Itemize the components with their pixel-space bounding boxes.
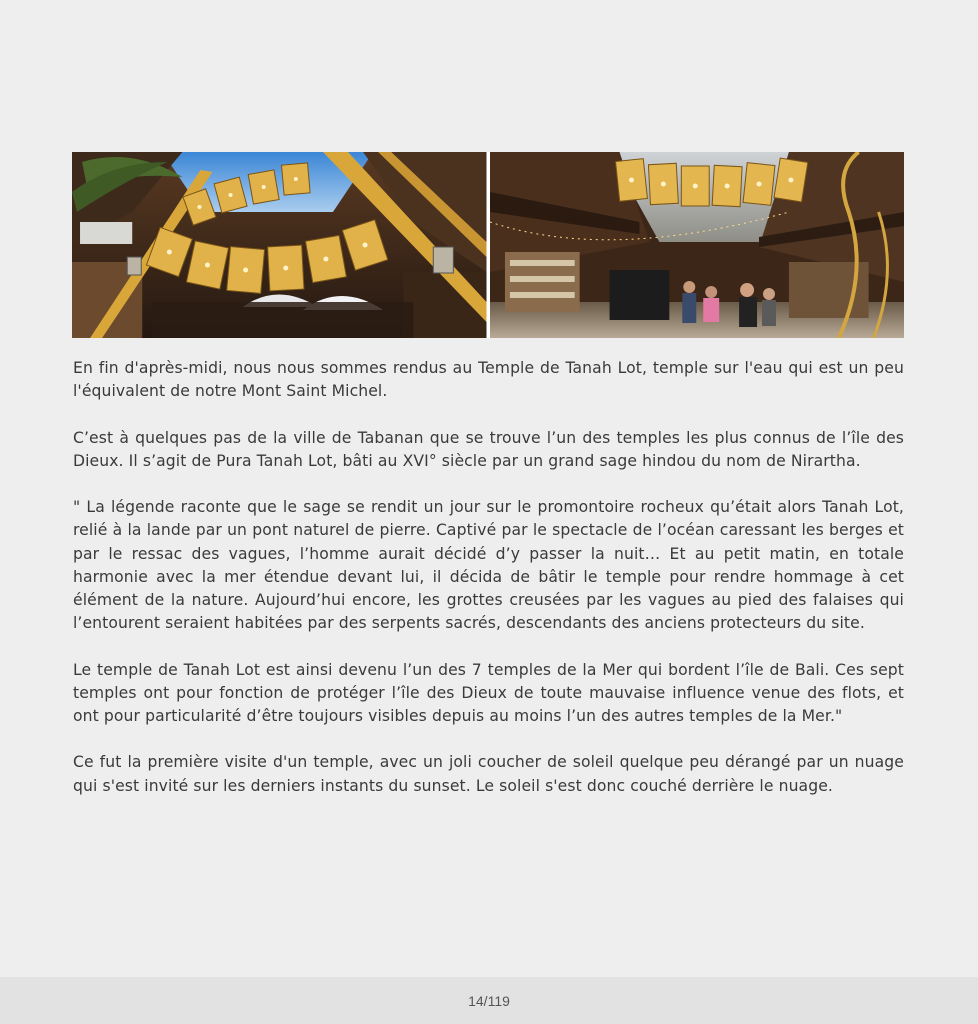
paragraph: Le temple de Tanah Lot est ainsi devenu l’un des 7 temples de la Mer qui bordent l’île de Bali. Ces sept temples ont pour fonction de protéger l’île des Dieux de toute mauvaise influence venue des flots, et ont pour particularité d’être toujours visibles depuis au moins l’un des autres temples de la Mer." <box>73 660 904 725</box>
paragraph: C’est à quelques pas de la ville de Tabanan que se trouve l’un des temples les plus connus de l’île des Dieux. Il s’agit de Pura Tanah Lot, bâti au XVI° siècle par un grand sage hindou du nom de Nirartha. <box>73 428 904 470</box>
love-anchor-photo <box>72 152 487 338</box>
photo-strip <box>72 152 904 338</box>
paragraph: Ce fut la première visite d'un temple, avec un joli coucher de soleil quelque peu dérangé par un nuage qui s'est invité sur les derniers instants du sunset. Le soleil s'est donc couché derrière le nuage. <box>73 753 904 795</box>
love-anchor-illustration <box>72 152 487 338</box>
paragraph: " La légende raconte que le sage se rendit un jour sur le promontoire rocheux qu’était alors Tanah Lot, relié à la lande par un pont naturel de pierre. Captivé par le spectacle de l’océan caressant les berges et par le ressac des vagues, l’homme aurait décidé d’y passer la nuit… Et au petit matin, en totale harmonie avec la mer étendue devant lui, il décida de bâtir le temple pour rendre hommage à cet élément de la nature. Aujourd’hui encore, les grottes creusées par les vagues au pied des falaises qui l’entourent seraient habitées par des serpents sacrés, descendants des anciens protecteurs du site. <box>73 498 904 633</box>
page-number: 14/119 <box>468 992 510 1009</box>
paragraph: En fin d'après-midi, nous nous sommes rendus au Temple de Tanah Lot, temple sur l'eau qui est un peu l'équivalent de notre Mont Saint Michel. <box>73 359 904 401</box>
bazaar-illustration <box>490 152 905 338</box>
bazaar-photo <box>490 152 905 338</box>
page-footer <box>0 977 978 1024</box>
article-text <box>73 357 904 821</box>
